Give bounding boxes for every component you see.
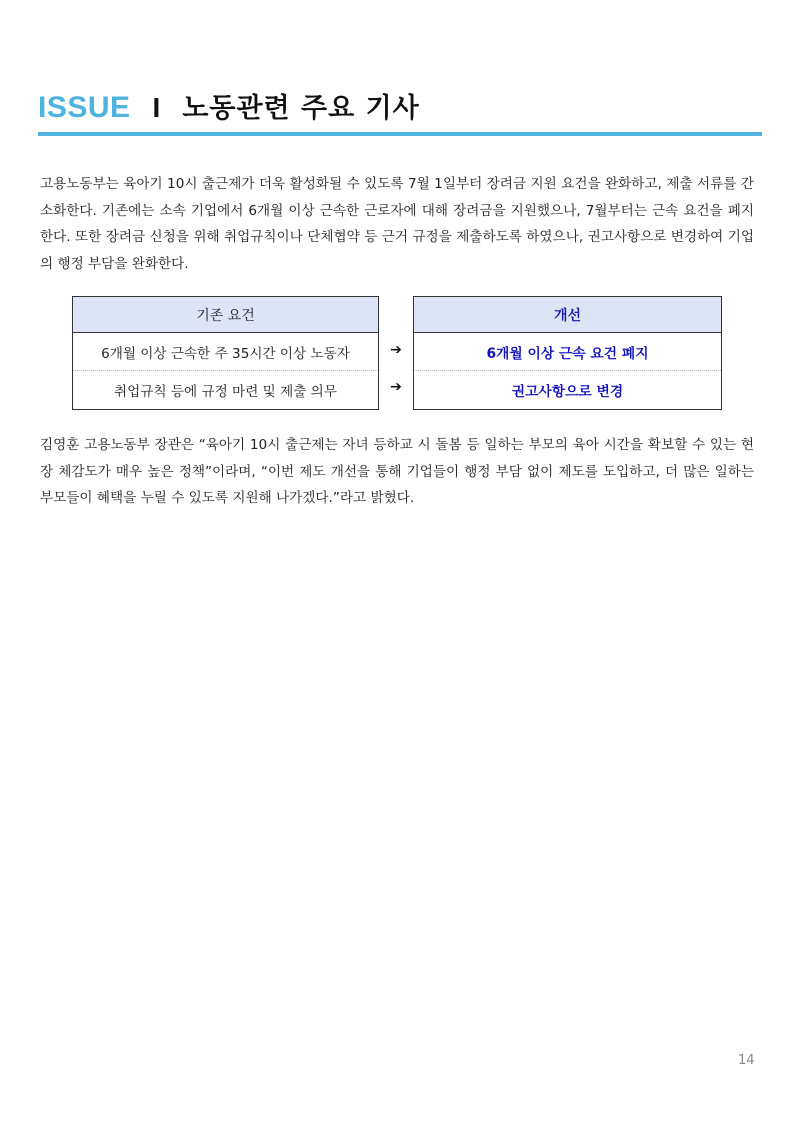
before-row-2: 취업규칙 등에 규정 마련 및 제출 의무 (114, 383, 337, 400)
header-separator: I (152, 92, 161, 123)
header-rule (38, 132, 762, 136)
page-number: 14 (738, 1053, 755, 1068)
before-header: 기존 요건 (73, 297, 378, 333)
issue-label: ISSUE (38, 91, 131, 124)
after-row-2: 권고사항으로 변경 (511, 383, 624, 400)
page-header (38, 86, 760, 128)
after-box (413, 296, 722, 410)
arrow-icon: ➔ (390, 379, 402, 395)
quote-paragraph: 김영훈 고용노동부 장관은 “육아기 10시 출근제는 자녀 등하교 시 돌봄 등 일하는 부모의 육아 시간을 확보할 수 있는 현장 체감도가 매우 높은 정책”이라며, “이번 제도 개선을 통해 기업들이 행정 부담 없이 제도를 도입하고, 더 많은 일하는 부모들이 혜택을 누릴 수 있도록 지원해 나가겠다.”라고 밝혔다. (40, 437, 754, 506)
arrow-icon: ➔ (390, 342, 402, 358)
before-row-1: 6개월 이상 근속한 주 35시간 이상 노동자 (73, 333, 378, 371)
header-topic: 노동관련 주요 기사 (182, 93, 420, 124)
intro-paragraph: 고용노동부는 육아기 10시 출근제가 더욱 활성화될 수 있도록 7월 1일부터 장려금 지원 요건을 완화하고, 제출 서류를 간소화한다. 기존에는 소속 기업에서 6개월 이상 근속한 근로자에 대해 장려금을 지원했으나, 7월부터는 근속 요건을 폐지한다. 또한 장려금 신청을 위해 취업규칙이나 단체협약 등 근거 규정을 제출하도록 하였으나, 권고사항으로 변경하여 기업의 행정 부담을 완화한다. (40, 176, 754, 272)
header-title (38, 86, 760, 128)
after-row-1: 6개월 이상 근속 요건 폐지 (414, 333, 721, 371)
after-header: 개선 (414, 297, 721, 333)
before-box (72, 296, 379, 410)
